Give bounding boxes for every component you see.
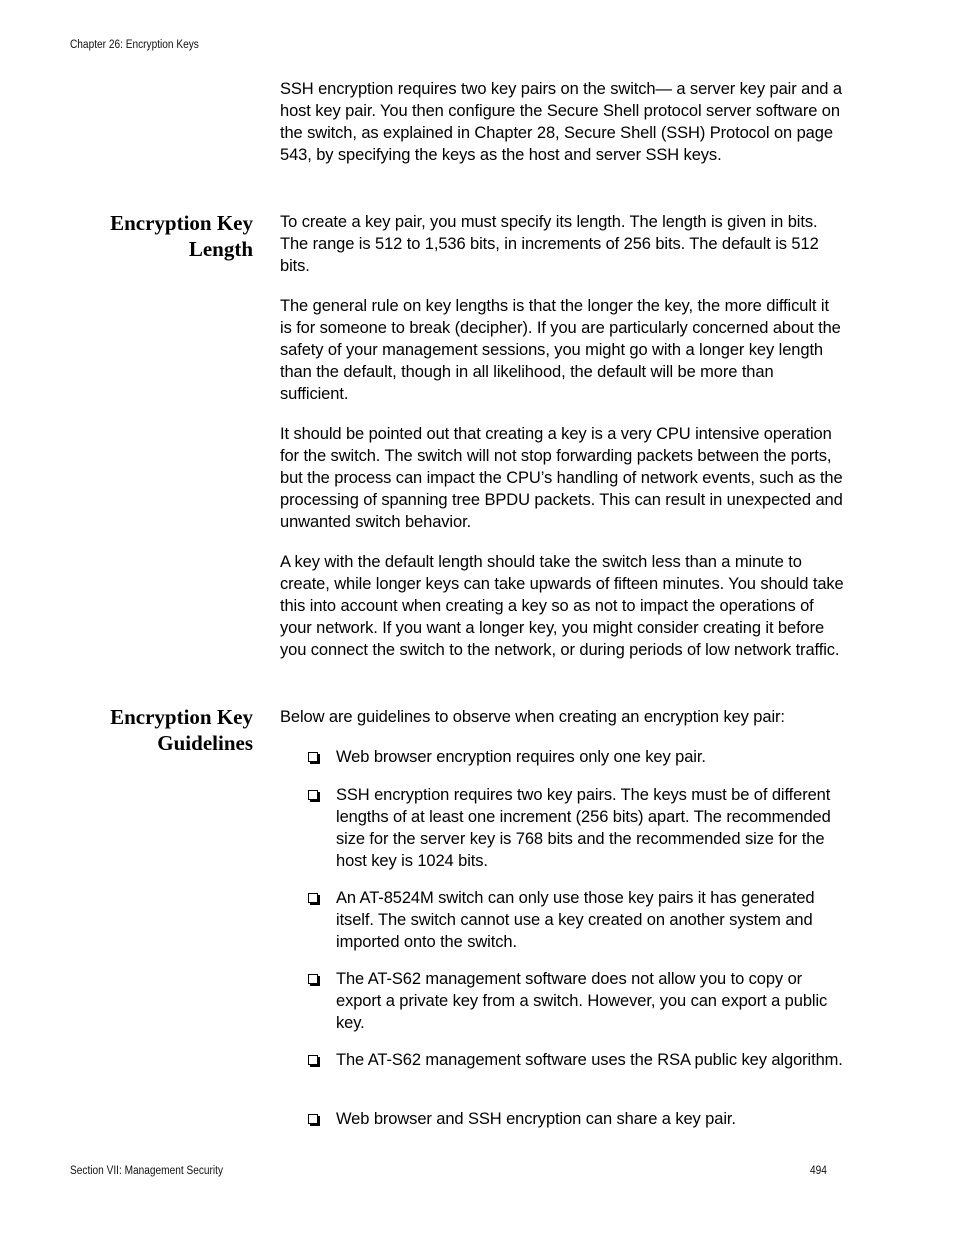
heading-line: Encryption Key (110, 211, 253, 235)
guideline-text: Web browser encryption requires only one key pair. (336, 748, 706, 766)
section-heading-key-guidelines (60, 704, 253, 756)
page-number: 494 (810, 1165, 827, 1177)
checkbox-bullet-icon (308, 1055, 318, 1065)
guidelines-intro: Below are guidelines to observe when creating an encryption key pair: (280, 708, 785, 726)
heading-line: Length (188, 237, 253, 261)
guideline-text: Web browser and SSH encryption can share a key pair. (336, 1110, 736, 1128)
heading-line: Guidelines (157, 731, 253, 755)
heading-line: Encryption Key (110, 705, 253, 729)
guideline-text: An AT-8524M switch can only use those key pairs it has generated itself. The switch cannot use a key created on another system and imported onto the switch. (336, 889, 815, 951)
checkbox-bullet-icon (308, 790, 318, 800)
body-paragraph: A key with the default length should take the switch less than a minute to create, while longer keys can take upwards of fifteen minutes. You should take this into account when creating a key so as not to impact the operations of your network. If you want a longer key, you might consider creating it before you connect the switch to the network, or during periods of low network traffic. (280, 553, 844, 659)
running-footer-section: Section VII: Management Security (70, 1165, 224, 1177)
guideline-text: SSH encryption requires two key pairs. The keys must be of different lengths of at least one increment (256 bits) apart. The recommended size for the server key is 768 bits and the recommended size for the host key is 1024 bits. (336, 786, 831, 870)
checkbox-bullet-icon (308, 752, 318, 762)
guideline-text: The AT-S62 management software uses the RSA public key algorithm. (336, 1051, 843, 1069)
running-header: Chapter 26: Encryption Keys (70, 39, 199, 51)
section-heading-key-length (60, 210, 253, 262)
intro-paragraph: SSH encryption requires two key pairs on the switch— a server key pair and a host key pair. You then configure the Secure Shell protocol server software on the switch, as explained in Chapter 28, Secure Shell (SSH) Protocol on page 543, by specifying the keys as the host and server SSH keys. (280, 80, 842, 164)
body-paragraph: It should be pointed out that creating a key is a very CPU intensive operation for the switch. The switch will not stop forwarding packets between the ports, but the process can impact the CPU’s handling of network events, such as the processing of spanning tree BPDU packets. This can result in unexpected and unwanted switch behavior. (280, 425, 843, 531)
body-paragraph: To create a key pair, you must specify its length. The length is given in bits. The range is 512 to 1,536 bits, in increments of 256 bits. The default is 512 bits. (280, 213, 819, 275)
checkbox-bullet-icon (308, 893, 318, 903)
checkbox-bullet-icon (308, 1114, 318, 1124)
checkbox-bullet-icon (308, 974, 318, 984)
body-paragraph: The general rule on key lengths is that the longer the key, the more difficult it is for someone to break (decipher). If you are particularly concerned about the safety of your management sessions, you might go with a longer key length than the default, though in all likelihood, the default will be more than sufficient. (280, 297, 841, 403)
guideline-text: The AT-S62 management software does not allow you to copy or export a private key from a switch. However, you can export a public key. (336, 970, 828, 1032)
